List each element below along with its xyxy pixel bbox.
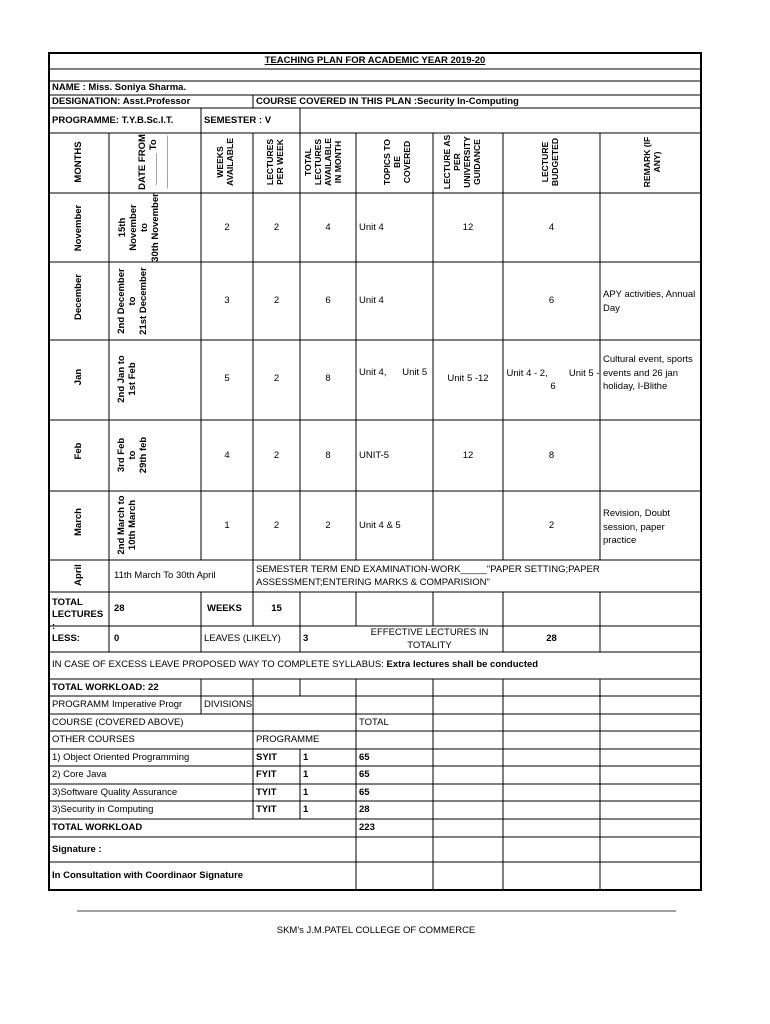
course-covered-above: COURSE (COVERED ABOVE) (52, 717, 184, 728)
course-total: 65 (359, 769, 370, 780)
course-div: 1 (303, 752, 309, 763)
date-cell: 2nd Jan to 1st Feb (116, 355, 138, 403)
weeks-cell: 1 (224, 520, 230, 531)
excess-leave-row (52, 659, 538, 671)
remark-cell: Revision, Doubt session, paper practice (603, 508, 671, 546)
weeks-cell: 4 (224, 450, 230, 461)
header-weeks: WEEKS AVAILABLE (215, 138, 235, 186)
leaves-label: LEAVES (LIKELY) (204, 633, 281, 644)
month-cell-april: April (73, 564, 84, 586)
header-lectures-per-week: LECTURES PER WEEK (265, 138, 285, 186)
signature-label: Signature : (52, 844, 102, 855)
month-cell: December (73, 274, 84, 320)
budget-cell: 2 (548, 520, 555, 531)
budget-cell: Unit 4 - 2, Unit 5 - 6 (506, 368, 603, 392)
topics-cell: UNIT-5 (359, 450, 390, 461)
header-total-lectures: TOTAL LECTURES AVAILABLE IN MONTH (303, 138, 343, 186)
total-cell: 2 (325, 520, 331, 531)
course-name: 3)Software Quality Assurance (52, 787, 178, 798)
weeks-cell: 3 (224, 295, 230, 306)
total-workload-label: TOTAL WORKLOAD (52, 822, 143, 833)
course-total: 65 (359, 752, 370, 763)
course-name: 3)Security in Computing (52, 804, 154, 815)
univ-cell: 12 (462, 450, 474, 461)
excess-leave-plan: Extra lectures shall be conducted (386, 659, 539, 670)
leaves-value: 3 (303, 633, 309, 644)
weeks-cell: 2 (224, 222, 230, 233)
teacher-name: NAME : Miss. Soniya Sharma. (52, 82, 187, 93)
month-cell: Feb (73, 442, 84, 460)
course-name: 2) Core Java (52, 769, 107, 780)
topics-cell: Unit 4 (359, 222, 384, 233)
month-cell: March (73, 508, 84, 536)
weeks-value: 15 (271, 603, 282, 614)
month-cell: Jan (73, 368, 84, 386)
remark-cell: Cultural event, sports events and 26 jan holiday, I-Blithe (603, 354, 693, 392)
less-value: 0 (114, 633, 120, 644)
budget-cell: 4 (548, 222, 555, 233)
date-cell: 3rd Feb to 29th feb (116, 436, 149, 474)
effective-value: 28 (546, 633, 557, 644)
total-lectures-value: 28 (114, 603, 125, 614)
topics-cell: Unit 4 & 5 (359, 520, 401, 531)
total-cell: 4 (325, 222, 331, 233)
course-covered: COURSE COVERED IN THIS PLAN :Security In-Computing (256, 96, 519, 107)
course-prog: TYIT (256, 787, 277, 798)
total-lectures-label: TOTAL LECTURES : (52, 597, 104, 632)
topics-cell: Unit 4 (359, 295, 384, 306)
course-div: 1 (303, 769, 309, 780)
total-cell: 6 (325, 295, 331, 306)
consultation-label: In Consultation with Coordinaor Signature (52, 870, 244, 881)
other-courses: OTHER COURSES (52, 734, 135, 745)
college-footer: SKM's J.M.PATEL COLLEGE OF COMMERCE (276, 925, 476, 936)
april-dates: 11th March To 30th April (114, 570, 216, 581)
programme-clip: PROGRAMM (52, 699, 109, 710)
budget-cell: 8 (548, 450, 555, 461)
divisions-label: DIVISIONS (204, 699, 253, 710)
budget-cell: 6 (548, 295, 555, 306)
april-note: SEMESTER TERM END EXAMINATION-WORK_____"PAPER SETTING;PAPER ASSESSMENT;ENTERING MARKS & COMPARISION" (256, 564, 600, 588)
univ-cell: Unit 5 -12 (447, 373, 489, 384)
course-total: 28 (359, 804, 370, 815)
total-workload-header: TOTAL WORKLOAD: 22 (52, 682, 159, 693)
month-cell: November (73, 204, 84, 252)
programme-label: PROGRAMME (256, 734, 320, 745)
header-topics: TOPICS TO BE COVERED (382, 139, 412, 186)
date-cell: 2nd December to 21st December (116, 267, 149, 335)
lpw-cell: 2 (273, 295, 280, 306)
header-remark: REMARK (IF ANY) (642, 136, 662, 188)
header-lecture-budgeted: LECTURE BUDGETED (540, 137, 560, 187)
lpw-cell: 2 (273, 520, 280, 531)
imperative-prog: Imperative Progr (112, 699, 183, 710)
course-div: 1 (303, 787, 309, 798)
total-cell: 8 (325, 373, 331, 384)
course-prog: FYIT (256, 769, 277, 780)
header-months: MONTHS (73, 141, 84, 183)
total-label: TOTAL (359, 717, 389, 728)
lpw-cell: 2 (273, 373, 280, 384)
course-name: 1) Object Oriented Programming (52, 752, 190, 763)
excess-leave-prefix: IN CASE OF EXCESS LEAVE PROPOSED WAY TO COMPLETE SYLLABUS: (52, 659, 387, 670)
date-cell: 2nd March to 10th March (116, 495, 138, 555)
remark-cell: APY activities, Annual Day (603, 289, 696, 314)
course-prog: SYIT (256, 752, 278, 763)
lpw-cell: 2 (273, 222, 280, 233)
univ-cell: 12 (462, 222, 474, 233)
lpw-cell: 2 (273, 450, 280, 461)
header-lecture-univ: LECTURE AS PER UNIVERSITY GUIDANCE (442, 134, 482, 190)
weeks-cell: 5 (224, 373, 230, 384)
weeks-label: WEEKS (207, 603, 242, 614)
effective-label: EFFECTIVE LECTURES IN TOTALITY (370, 627, 489, 651)
topics-cell: Unit 4, Unit 5 (359, 367, 428, 378)
designation: DESIGNATION: Asst.Professor (52, 96, 191, 107)
total-workload-value: 223 (359, 822, 375, 833)
programme: PROGRAMME: T.Y.B.Sc.I.T. (52, 115, 174, 126)
page-title: TEACHING PLAN FOR ACADEMIC YEAR 2019-20 (264, 55, 486, 66)
less-label: LESS: (52, 633, 80, 644)
semester: SEMESTER : V (204, 115, 272, 126)
course-total: 65 (359, 787, 370, 798)
course-div: 1 (303, 804, 309, 815)
date-cell: 15th November to 30th November (117, 193, 161, 262)
header-date-from: DATE FROM ______ To __________ (137, 134, 170, 190)
course-prog: TYIT (256, 804, 277, 815)
total-cell: 8 (325, 450, 331, 461)
